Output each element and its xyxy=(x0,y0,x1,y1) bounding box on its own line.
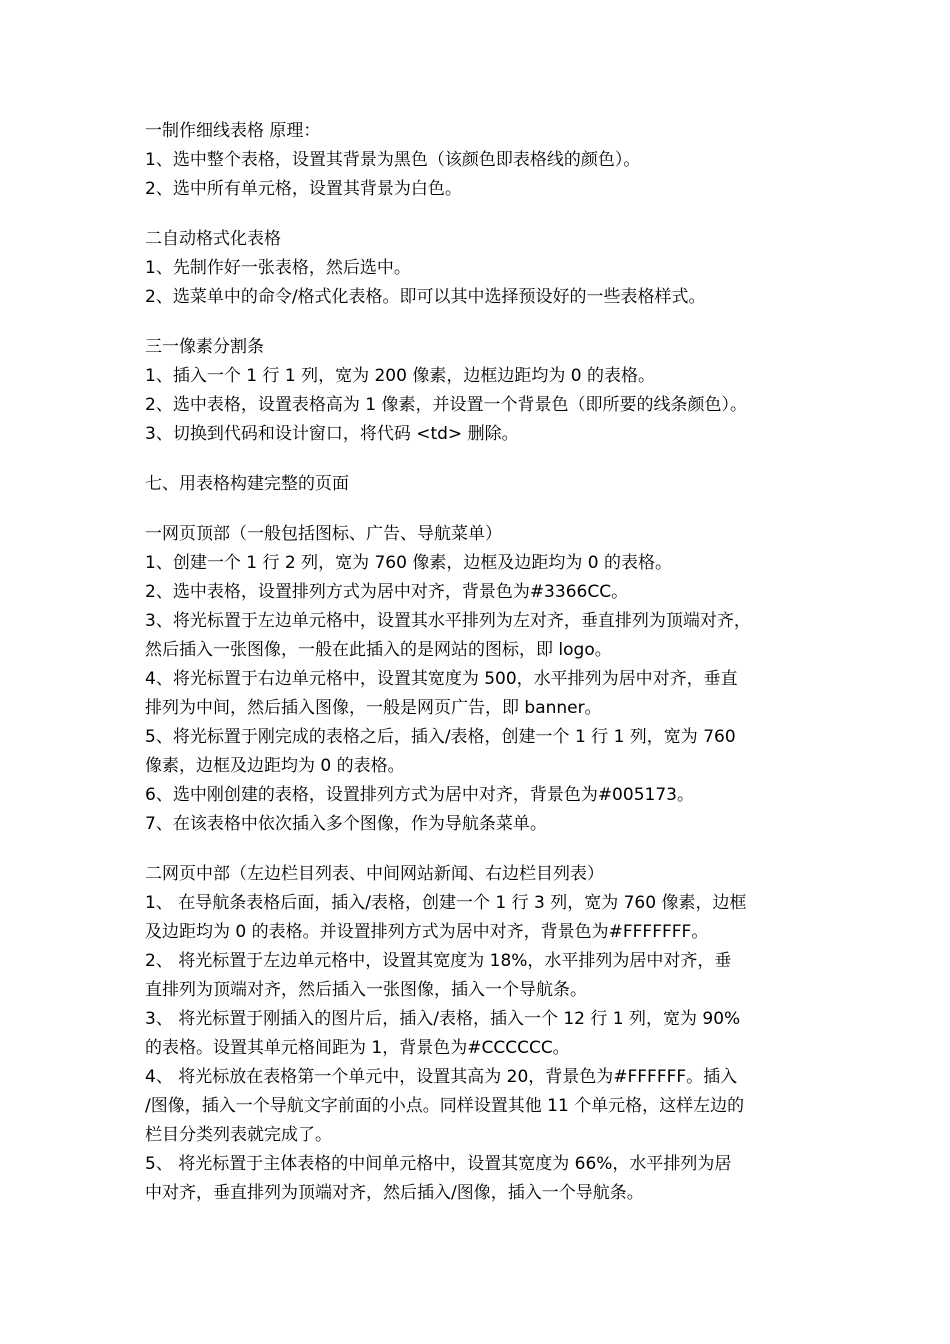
section-thin-line-table xyxy=(145,117,813,204)
text-line: 2、 将光标置于左边单元格中，设置其宽度为 18%，水平排列为居中对齐，垂 xyxy=(145,951,732,971)
section-heading: 一制作细线表格 原理： xyxy=(145,121,321,141)
text-line: 2、选菜单中的命令/格式化表格。即可以其中选择预设好的一些表格样式。 xyxy=(145,287,706,307)
text-line: 直排列为顶端对齐，然后插入一张图像，插入一个导航条。 xyxy=(145,980,587,1000)
text-line: 及边距均为 0 的表格。并设置排列方式为居中对齐，背景色为#FFFFFFF。 xyxy=(145,922,709,942)
text-line: 2、选中表格，设置排列方式为居中对齐，背景色为#3366CC。 xyxy=(145,582,629,602)
section-auto-format-table xyxy=(145,225,813,312)
paragraph-gap xyxy=(145,449,813,470)
paragraph-gap xyxy=(145,839,813,860)
text-line: 7、在该表格中依次插入多个图像，作为导航条菜单。 xyxy=(145,814,547,834)
paragraph-gap xyxy=(145,312,813,333)
text-line: 3、 将光标置于刚插入的图片后，插入/表格，插入一个 12 行 1 列，宽为 90% xyxy=(145,1009,741,1029)
section-heading: 一网页顶部（一般包括图标、广告、导航菜单） xyxy=(145,524,502,544)
section-heading: 二网页中部（左边栏目列表、中间网站新闻、右边栏目列表） xyxy=(145,864,604,884)
text-line: 4、 将光标放在表格第一个单元中，设置其高为 20，背景色为#FFFFFF。插入 xyxy=(145,1067,738,1087)
text-line: 2、选中所有单元格，设置其背景为白色。 xyxy=(145,179,462,199)
text-line: 排列为中间，然后插入图像，一般是网页广告，即 banner。 xyxy=(145,698,602,718)
text-line: 6、选中刚创建的表格，设置排列方式为居中对齐，背景色为#005173。 xyxy=(145,785,694,805)
text-line: 1、 在导航条表格后面，插入/表格，创建一个 1 行 3 列，宽为 760 像素，边框 xyxy=(145,893,747,913)
text-line: 5、 将光标置于主体表格的中间单元格中，设置其宽度为 66%，水平排列为居 xyxy=(145,1154,732,1174)
text-line: 然后插入一张图像，一般在此插入的是网站的图标，即 logo。 xyxy=(145,640,612,660)
text-line: 3、切换到代码和设计窗口，将代码 <td> 删除。 xyxy=(145,424,519,444)
text-line: 的表格。设置其单元格间距为 1，背景色为#CCCCCC。 xyxy=(145,1038,570,1058)
text-line: 4、将光标置于右边单元格中，设置其宽度为 500，水平排列为居中对齐，垂直 xyxy=(145,669,738,689)
section-page-middle xyxy=(145,860,813,1208)
text-line: 中对齐，垂直排列为顶端对齐，然后插入/图像，插入一个导航条。 xyxy=(145,1183,644,1203)
paragraph-gap xyxy=(145,204,813,225)
text-line: 1、先制作好一张表格，然后选中。 xyxy=(145,258,411,278)
text-line: 1、插入一个 1 行 1 列，宽为 200 像素，边框边距均为 0 的表格。 xyxy=(145,366,655,386)
text-line: /图像，插入一个导航文字前面的小点。同样设置其他 11 个单元格，这样左边的 xyxy=(145,1096,745,1116)
section-heading: 二自动格式化表格 xyxy=(145,229,281,249)
section-build-page xyxy=(145,470,813,499)
section-page-top xyxy=(145,520,813,839)
text-line: 5、将光标置于刚完成的表格之后，插入/表格，创建一个 1 行 1 列，宽为 760 xyxy=(145,727,736,747)
document-body xyxy=(145,117,813,1208)
section-one-pixel-divider xyxy=(145,333,813,449)
text-line: 1、创建一个 1 行 2 列，宽为 760 像素，边框及边距均为 0 的表格。 xyxy=(145,553,672,573)
text-line: 栏目分类列表就完成了。 xyxy=(145,1125,332,1145)
text-line: 3、将光标置于左边单元格中，设置其水平排列为左对齐，垂直排列为顶端对齐， xyxy=(145,611,751,631)
text-line: 1、选中整个表格，设置其背景为黑色（该颜色即表格线的颜色）。 xyxy=(145,150,641,170)
section-heading: 七、用表格构建完整的页面 xyxy=(145,474,349,494)
text-line: 像素，边框及边距均为 0 的表格。 xyxy=(145,756,405,776)
text-line: 2、选中表格，设置表格高为 1 像素，并设置一个背景色（即所要的线条颜色）。 xyxy=(145,395,747,415)
section-heading: 三一像素分割条 xyxy=(145,337,264,357)
paragraph-gap xyxy=(145,499,813,520)
